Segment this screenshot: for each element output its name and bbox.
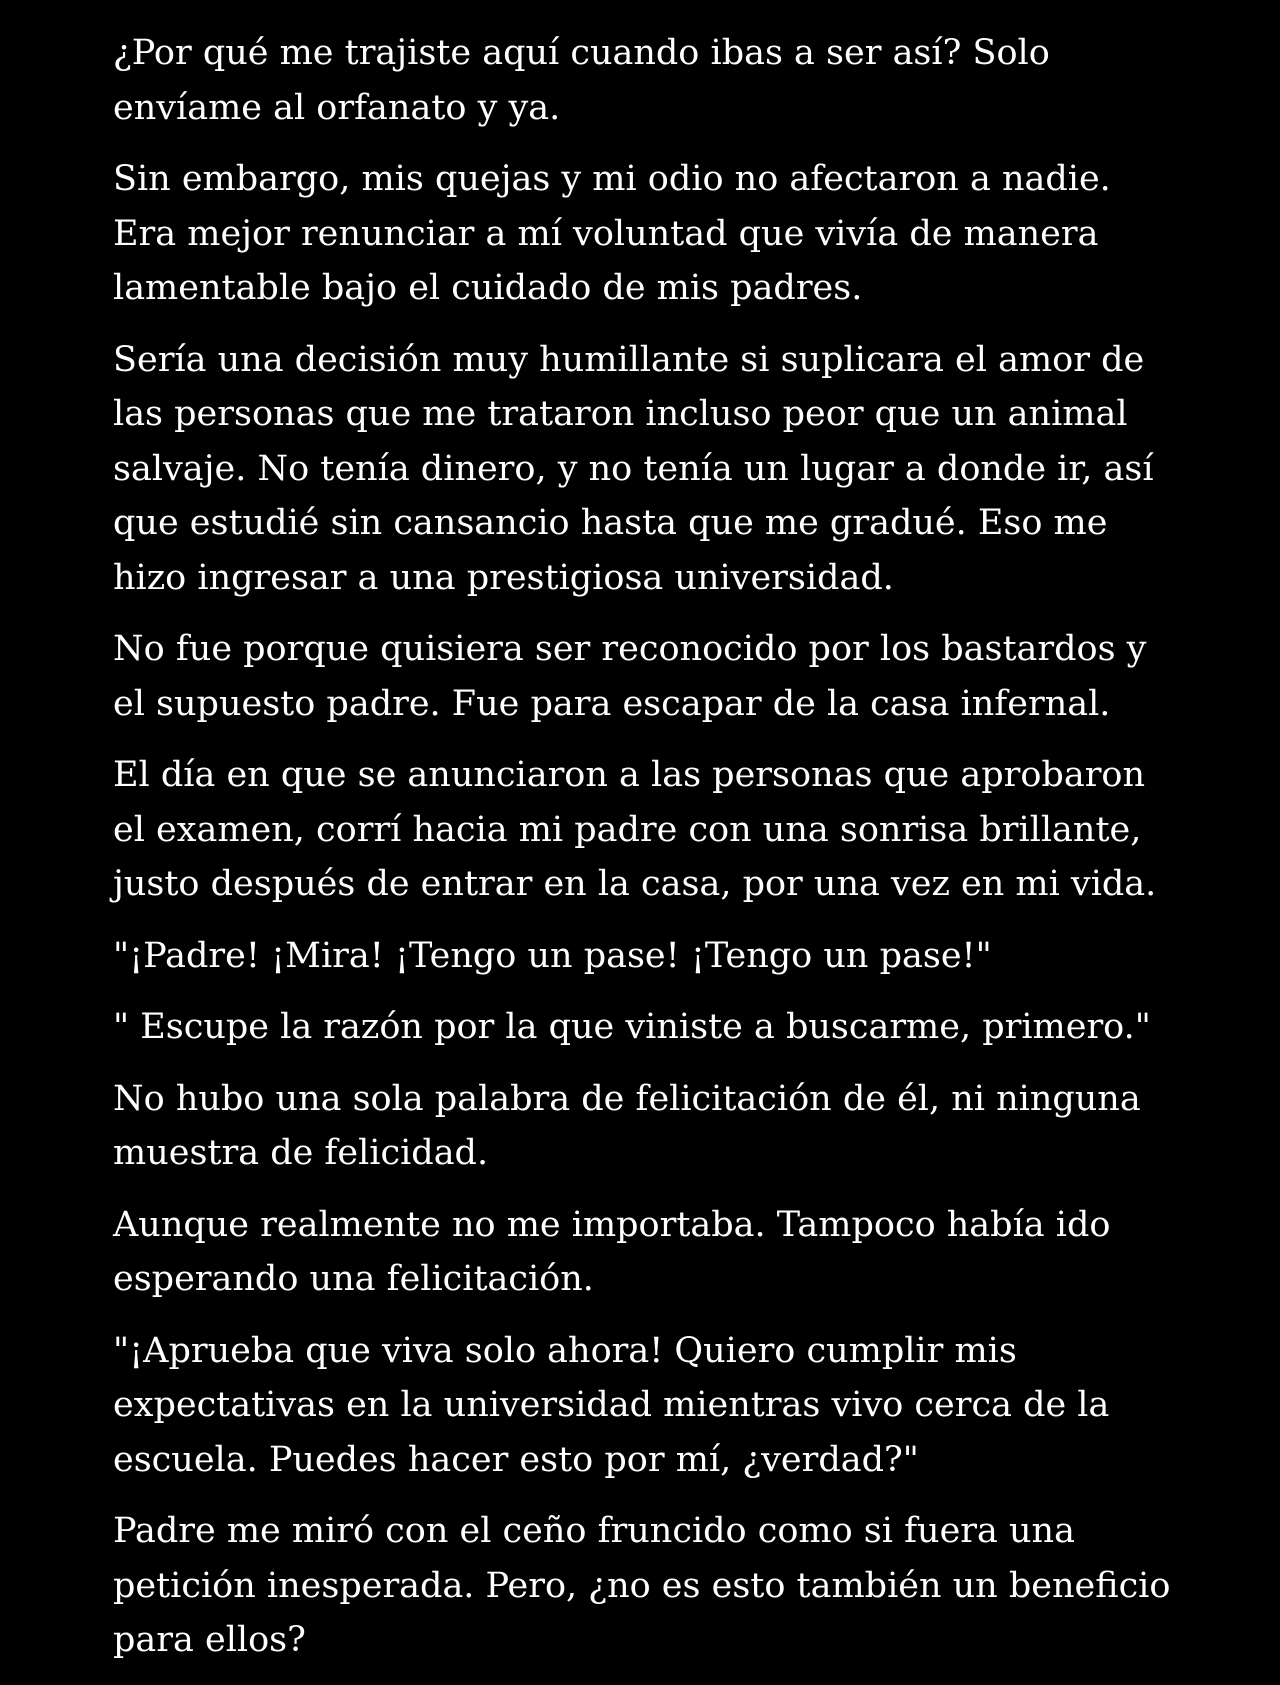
paragraph-5: El día en que se anunciaron a las personas que aprobaron el examen, corrí hacia mi padre con una sonrisa brillante, justo después de entrar en la casa, por una vez en mi vida.: [113, 755, 1157, 904]
paragraph-7: " Escupe la razón por la que viniste a buscarme, primero.": [113, 1007, 1151, 1047]
paragraph-10: "¡Aprueba que viva solo ahora! Quiero cumplir mis expectativas en la universidad mientras vivo cerca de la escuela. Puedes hacer esto por mí, ¿verdad?": [113, 1330, 1110, 1480]
paragraph-11: Padre me miró con el ceño fruncido como si fuera una petición inesperada. Pero, ¿no es esto también un beneficio para ellos?: [113, 1511, 1171, 1660]
paragraph-9: Aunque realmente no me importaba. Tampoco había ido esperando una felicitación.: [113, 1204, 1111, 1299]
paragraph-8: No hubo una sola palabra de felicitación de él, ni ninguna muestra de felicidad.: [113, 1078, 1141, 1173]
reading-pane: [113, 26, 1173, 1685]
paragraph-6: "¡Padre! ¡Mira! ¡Tengo un pase! ¡Tengo un pase!": [113, 935, 992, 976]
paragraph-3: Sería una decisión muy humillante si suplicara el amor de las personas que me trataron incluso peor que un animal salvaje. No tenía dinero, y no tenía un lugar a donde ir, así que estudié sin cansancio hasta que me gradué. Eso me hizo ingresar a una prestigiosa universidad.: [113, 339, 1154, 598]
paragraph-1: ¿Por qué me trajiste aquí cuando ibas a ser así? Solo envíame al orfanato y ya.: [113, 33, 1050, 128]
paragraph-4: No fue porque quisiera ser reconocido por los bastardos y el supuesto padre. Fue para escapar de la casa infernal.: [113, 629, 1147, 724]
paragraph-2: Sin embargo, mis quejas y mi odio no afectaron a nadie. Era mejor renunciar a mí voluntad que vivía de manera lamentable bajo el cuidado de mis padres.: [113, 159, 1111, 308]
